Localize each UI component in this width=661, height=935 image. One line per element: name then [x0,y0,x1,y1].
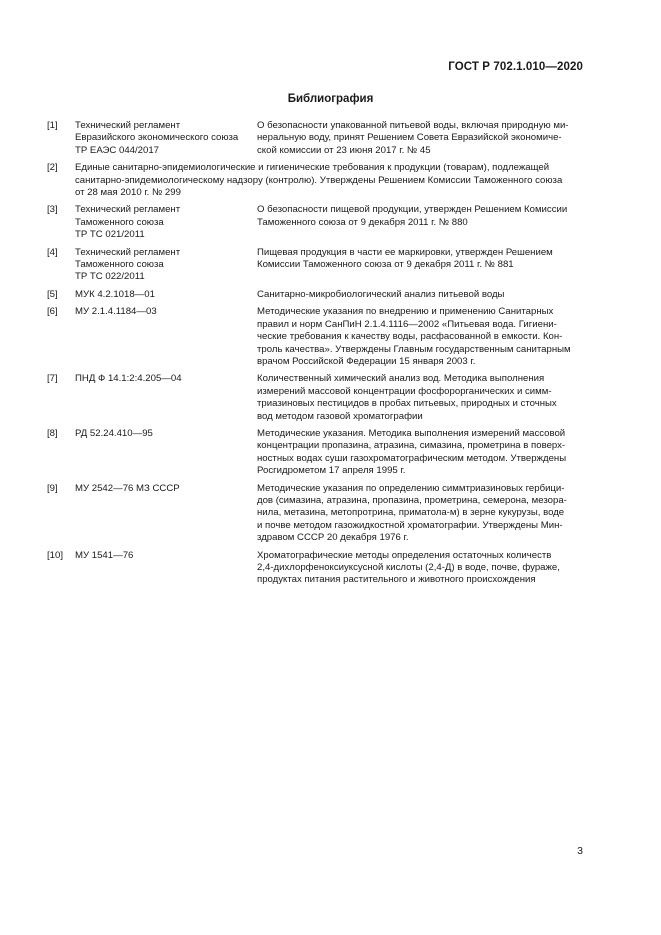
reference-source: МУК 4.2.1018—01 [75,288,155,300]
reference-source: ПНД Ф 14.1:2:4.205—04 [75,373,182,385]
reference-description: Количественный химический анализ вод. Методика выполнения измерений массовой концентрации фосфорорганических и симм- триазиновых пестицидов в пробах питьевых, природных и сточных вод методом газовой хроматографии [257,373,557,422]
bibliography-list [47,120,584,592]
reference-source: Технический регламент Таможенного союза ТР ТС 022/2011 [75,246,181,283]
reference-item [47,247,584,284]
reference-source: МУ 2542—76 МЗ СССР [75,482,180,494]
reference-item [47,289,584,301]
reference-description: О безопасности упакованной питьевой воды, включая природную ми- неральную воду, принят Решением Совета Евразийской экономиче- ской комиссии от 23 июня 2017 г. № 45 [257,120,569,156]
reference-source: Технический регламент Таможенного союза ТР ТС 021/2011 [75,204,181,241]
reference-number: [2] [47,162,58,174]
reference-item [47,550,584,587]
reference-number: [1] [47,120,58,131]
reference-description: Санитарно-микробиологический анализ питьевой воды [257,288,505,300]
reference-description: Методические указания по определению симмтриазиновых гербици- дов (симазина, атразина, пропазина, прометрина, семерона, мезора- нила, метазина, метопротрина, приматола-м) в зерне кукурузы, воде и почве методом газожидкостной хроматографии. Утверждены Мин- здравом СССР 20 декабря 1976 г. [257,482,567,544]
reference-number: [3] [47,204,58,216]
reference-source: РД 52.24.410—95 [75,427,153,439]
reference-number: [7] [47,373,58,385]
reference-item [47,162,584,199]
reference-source: МУ 1541—76 [75,549,134,561]
reference-full-text: Единые санитарно-эпидемиологические и гигиенические требования к продукции (товарам), подлежащей санитарно-эпидемиологическому надзору (контролю). Утверждены Решением Комиссии Таможенного союза от 28 мая 2010 г. № 299 [75,162,563,199]
reference-number: [8] [47,427,58,439]
reference-description: Методические указания по внедрению и применению Санитарных правил и норм СанПиН 2.1.4.1116—2002 «Питьевая вода. Гигиени- ческие требования к качеству воды, расфасованной в емкости. Кон- троль качества». Утверждены Главным государственным санитарным врачом Российской Федерации 15 января 2003 г. [257,306,571,367]
reference-number: [5] [47,288,58,300]
reference-description: Хроматографические методы определения остаточных количеств 2,4-дихлорфеноксиуксусной кислоты (2,4-Д) в воде, почве, фураже, продуктах питания растительного и животного происхождения [257,549,560,586]
reference-source: МУ 2.1.4.1184—03 [75,306,157,318]
reference-number: [9] [47,482,58,494]
document-code: ГОСТ Р 702.1.010—2020 [448,61,583,73]
reference-description: О безопасности пищевой продукции, утвержден Решением Комиссии Таможенного союза от 9 декабря 2011 г. № 880 [257,204,568,228]
reference-item [47,204,584,241]
reference-item [47,120,584,157]
section-title: Библиография [287,93,374,105]
reference-source: Технический регламент Евразийского экономического союза ТР ЕАЭС 044/2017 [75,120,239,156]
page-number: 3 [577,845,583,857]
reference-description: Методические указания. Методика выполнения измерений массовой концентрации пропазина, атразина, симазина, прометрина в поверх- ностных водах суши газохроматографическим методом. Утверждены Росгидрометом 17 апреля 1995 г. [257,427,567,477]
reference-item [47,373,584,423]
reference-number: [6] [47,306,58,318]
reference-item [47,306,584,368]
reference-item [47,483,584,545]
reference-description: Пищевая продукция в части ее маркировки, утвержден Решением Комиссии Таможенного союза от 9 декабря 2011 г. № 881 [257,246,553,271]
reference-item [47,428,584,478]
reference-number: [4] [47,246,58,258]
reference-number: [10] [47,549,64,561]
